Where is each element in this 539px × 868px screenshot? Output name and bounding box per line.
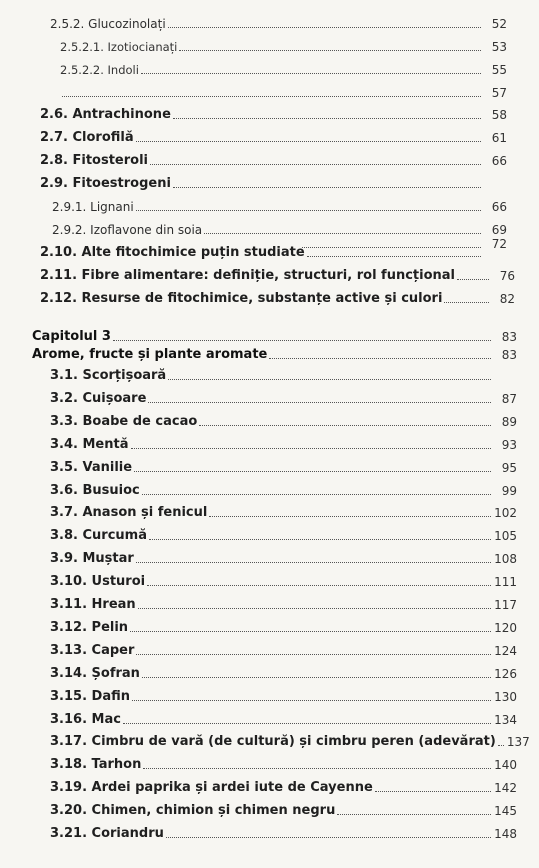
- toc-entry-page: 99: [501, 483, 517, 498]
- toc-entry-title: 3.14. Șofran: [50, 665, 140, 681]
- leader-dots: [168, 379, 491, 380]
- toc-entry-page: 66: [491, 154, 507, 168]
- toc-entry-title: 2.9. Fitoestrogeni: [40, 176, 171, 191]
- toc-entry: [50, 751, 517, 773]
- leader-dots: [173, 118, 481, 119]
- toc-entry-page: 120: [494, 620, 517, 635]
- toc-entry-page: 61: [491, 131, 507, 145]
- toc-entry-page: 145: [494, 804, 517, 819]
- toc-entry-title: 3.16. Mac: [50, 711, 121, 727]
- leader-dots: [138, 608, 491, 609]
- toc-entry: [40, 239, 507, 261]
- chapter-subtitle-title: Arome, fructe și plante aromate: [32, 347, 268, 362]
- toc-entry-page: 57: [491, 86, 507, 100]
- toc-entry-title: 2.9.2. Izoflavone din soia: [52, 223, 203, 237]
- leader-dots: [337, 814, 491, 815]
- toc-entry-page: 72: [491, 237, 507, 251]
- toc-entry-title: 3.21. Coriandru: [50, 826, 164, 841]
- leader-dots: [307, 256, 481, 257]
- toc-entry: [50, 431, 517, 453]
- toc-entry-title: 2.12. Resurse de fitochimice, substanțe active și culori: [40, 291, 443, 306]
- leader-dots: [142, 677, 491, 678]
- chapter-title: Capitolul 3: [32, 329, 111, 344]
- toc-entry-page: 55: [491, 63, 507, 77]
- leader-dots: [209, 516, 491, 517]
- toc-entry: [40, 170, 507, 192]
- toc-entry: [50, 797, 517, 819]
- toc-entry-title: 2.7. Clorofilă: [40, 130, 134, 145]
- leader-dots: [168, 27, 481, 28]
- toc-entry: [40, 101, 507, 123]
- leader-dots: [136, 654, 491, 655]
- toc-entry-title: 3.10. Usturoi: [50, 574, 146, 590]
- leader-dots: [142, 494, 491, 495]
- leader-dots: [150, 164, 481, 165]
- toc-entry: [50, 728, 530, 750]
- toc-entry: [40, 262, 515, 284]
- toc-entry-page: 126: [494, 666, 517, 681]
- toc-entry: [50, 454, 517, 476]
- toc-entry-page: 105: [494, 529, 517, 544]
- toc-entry: [40, 124, 507, 146]
- toc-entry-title: 3.3. Boabe de cacao: [50, 413, 198, 429]
- toc-entry-title: 3.18. Tarhon: [50, 757, 142, 773]
- leader-dots: [375, 791, 491, 792]
- leader-dots: [166, 837, 491, 838]
- toc-entry-title: 3.20. Chimen, chimion și chimen negru: [50, 803, 336, 819]
- leader-dots: [134, 471, 491, 472]
- leader-dots: [136, 210, 481, 211]
- toc-entry-page: 87: [501, 391, 517, 406]
- toc-entry-title: 3.15. Dafin: [50, 688, 130, 704]
- toc-entry-title: 3.8. Curcumă: [50, 528, 147, 544]
- leader-dots: [199, 425, 491, 426]
- leader-dots: [269, 358, 491, 359]
- toc-entry-title: 3.7. Anason și fenicul: [50, 505, 208, 521]
- toc-entry-page: 130: [494, 689, 517, 704]
- toc-entry: [52, 193, 507, 215]
- toc-entry-page: 53: [491, 40, 507, 54]
- leader-dots: [444, 302, 489, 303]
- toc-entry-title: 2.6. Antrachinone: [40, 107, 171, 122]
- toc-entry-page: 142: [494, 781, 517, 796]
- toc-entry: [40, 147, 507, 169]
- toc-entry: [60, 79, 507, 101]
- toc-entry: [60, 56, 507, 78]
- toc-entry: [50, 683, 517, 705]
- leader-dots: [136, 141, 481, 142]
- toc-entry-title: 2.11. Fibre alimentare: definiție, structuri, rol funcțional: [40, 268, 456, 283]
- toc-entry-page: 140: [494, 758, 517, 773]
- toc-entry: [60, 33, 507, 55]
- toc-entry: [50, 706, 517, 728]
- toc-entry-title: 3.13. Caper: [50, 642, 135, 658]
- toc-entry: [50, 499, 517, 521]
- toc-entry: [40, 285, 515, 307]
- toc-entry-title: 2.5.2.2. Indoli: [60, 63, 139, 77]
- leader-dots: [130, 631, 491, 632]
- leader-dots: [131, 448, 492, 449]
- toc-entry-page: 102: [494, 506, 517, 521]
- leader-dots: [132, 700, 491, 701]
- toc-entry: [50, 637, 517, 659]
- toc-entry: [50, 10, 507, 32]
- toc-entry-page: 111: [494, 575, 517, 590]
- toc-entry-page: 148: [494, 827, 517, 841]
- toc-entry-page: 82: [499, 292, 515, 306]
- toc-entry-title: 2.5.2. Glucozinolați: [50, 17, 166, 31]
- leader-dots: [148, 402, 491, 403]
- chapter-subtitle: [32, 341, 517, 363]
- toc-entry: [50, 591, 517, 613]
- leader-dots: [498, 745, 504, 746]
- toc-entry-page: 93: [501, 437, 517, 452]
- toc-entry: [50, 568, 517, 590]
- toc-entry-title: 3.11. Hrean: [50, 597, 136, 612]
- toc-entry: [50, 522, 517, 544]
- toc-entry-title: 2.5.2.1. Izotiocianați: [60, 40, 178, 54]
- toc-entry-page: 134: [494, 712, 517, 727]
- toc-entry-page: 69: [491, 223, 507, 237]
- toc-entry-page: 89: [501, 414, 517, 429]
- leader-dots: [173, 187, 481, 188]
- leader-dots: [179, 50, 481, 51]
- leader-dots: [141, 73, 481, 74]
- toc-entry-title: 3.12. Pelin: [50, 619, 129, 635]
- toc-entry: [50, 385, 517, 407]
- toc-entry-title: 2.10. Alte fitochimice puțin studiate: [40, 245, 305, 260]
- toc-entry-page: 108: [494, 552, 517, 567]
- toc-entry-title: 3.5. Vanilie: [50, 459, 133, 475]
- toc-entry-title: 3.4. Mentă: [50, 436, 129, 452]
- leader-dots: [62, 96, 481, 97]
- toc-entry: [50, 408, 517, 430]
- toc-entry-title: 3.17. Cimbru de vară (de cultură) și cimbru peren (adevărat): [50, 734, 496, 750]
- toc-entry-page: 52: [491, 17, 507, 31]
- toc-entry-title: 3.1. Scorțișoară: [50, 368, 167, 383]
- toc-entry-page: 66: [491, 200, 507, 214]
- chapter-subtitle-page: 83: [501, 348, 517, 362]
- toc-entry-title: 3.6. Busuioc: [50, 482, 140, 498]
- toc-entry-title: 3.2. Cuișoare: [50, 390, 147, 406]
- leader-dots: [147, 585, 491, 586]
- toc-entry-title: 2.9.1. Lignani: [52, 200, 134, 214]
- toc-entry-page: 117: [494, 598, 517, 612]
- toc-entry-title: 2.8. Fitosteroli: [40, 153, 148, 168]
- toc-entry-title: 3.19. Ardei paprika și ardei iute de Cayenne: [50, 780, 373, 796]
- toc-entry-page: 124: [494, 643, 517, 658]
- toc-entry-title: 3.9. Muștar: [50, 551, 134, 567]
- toc-entry: [50, 545, 517, 567]
- toc-entry: [50, 362, 517, 384]
- leader-dots: [123, 723, 491, 724]
- toc-entry: [50, 820, 517, 842]
- toc-entry: [50, 614, 517, 636]
- toc-entry: [50, 774, 517, 796]
- toc-entry-page: 95: [501, 460, 517, 475]
- leader-dots: [143, 768, 491, 769]
- toc-entry: [50, 477, 517, 499]
- toc-entry-page: 58: [491, 108, 507, 122]
- leader-dots: [149, 539, 491, 540]
- chapter-page: 83: [501, 330, 517, 344]
- toc-entry-page: 76: [499, 269, 515, 283]
- toc-entry-page: 137: [506, 735, 530, 750]
- toc-entry: [50, 660, 517, 682]
- leader-dots: [136, 562, 491, 563]
- leader-dots: [457, 279, 489, 280]
